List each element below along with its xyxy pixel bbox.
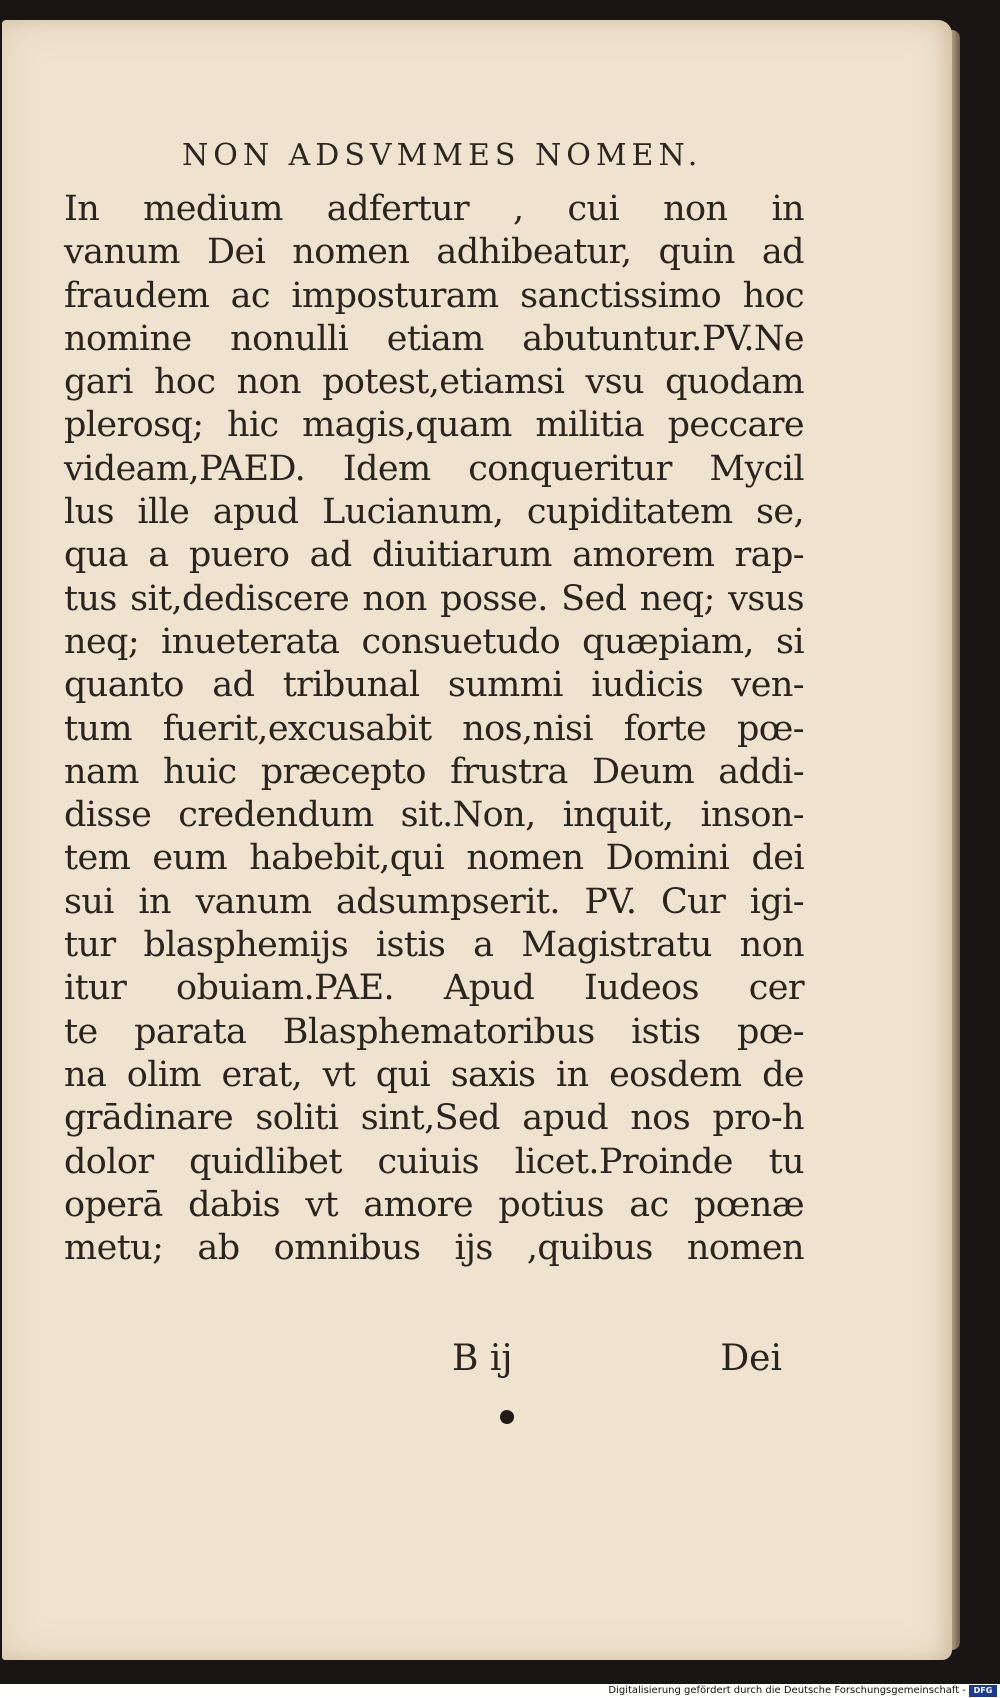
text-line: plerosq; hic magis,quam militia peccare <box>64 405 804 446</box>
text-line: nam huic præcepto frustra Deum addi- <box>64 751 804 792</box>
text-line: tem eum habebit,qui nomen Domini dei <box>64 838 804 879</box>
text-line: gari hoc non potest,etiamsi vsu quodam <box>64 362 804 403</box>
text-block <box>64 188 804 1270</box>
catchword: Dei <box>720 1338 782 1379</box>
text-line: fraudem ac imposturam sanctissimo hoc <box>64 275 804 316</box>
signature-mark: B ij <box>452 1338 513 1379</box>
text-line: nomine nonulli etiam abutuntur.PV.Ne <box>64 318 804 359</box>
text-line: na olim erat, vt qui saxis in eosdem de <box>64 1054 804 1095</box>
running-head: NON ADSVMMES NOMEN. <box>182 138 703 173</box>
text-line: operā dabis vt amore potius ac pœnæ <box>64 1184 804 1225</box>
text-line: lus ille apud Lucianum, cupiditatem se, <box>64 492 804 533</box>
digitization-footer <box>0 1684 1000 1698</box>
text-line: dolor quidlibet cuiuis licet.Proinde tu <box>64 1141 804 1182</box>
text-line: In medium adfertur , cui non in <box>64 189 804 229</box>
text-line: itur obuiam.PAE. Apud Iudeos cer <box>64 968 804 1009</box>
text-line: metu; ab omnibus ijs ,quibus nomen <box>64 1228 804 1269</box>
digitization-credit: Digitalisierung gefördert durch die Deutsche Forschungsgemeinschaft - <box>608 1685 966 1696</box>
text-line: vanum Dei nomen adhibeatur, quin ad <box>64 232 804 273</box>
text-line: te parata Blasphematoribus istis pœ- <box>64 1011 804 1052</box>
text-line: tum fuerit,excusabit nos,nisi forte pœ- <box>64 708 804 749</box>
text-line: qua a puero ad diuitiarum amorem rap- <box>64 535 804 576</box>
text-line: grādinare soliti sint,Sed apud nos pro-h <box>64 1098 804 1139</box>
ink-dot <box>500 1410 514 1424</box>
dfg-logo: DFG <box>969 1685 997 1697</box>
book-page <box>2 20 952 1660</box>
text-line: disse credendum sit.Non, inquit, inson- <box>64 795 804 836</box>
signature-line <box>422 1338 782 1388</box>
text-line: tur blasphemijs istis a Magistratu non <box>64 925 804 966</box>
text-line: quanto ad tribunal summi iudicis ven- <box>64 665 804 706</box>
text-line: sui in vanum adsumpserit. PV. Cur igi- <box>64 881 804 922</box>
text-line: tus sit,dediscere non posse. Sed neq; vsus <box>64 578 804 619</box>
text-line: videam,PAED. Idem conqueritur Mycil <box>64 448 804 489</box>
text-line: neq; inueterata consuetudo quæpiam, si <box>64 621 804 662</box>
